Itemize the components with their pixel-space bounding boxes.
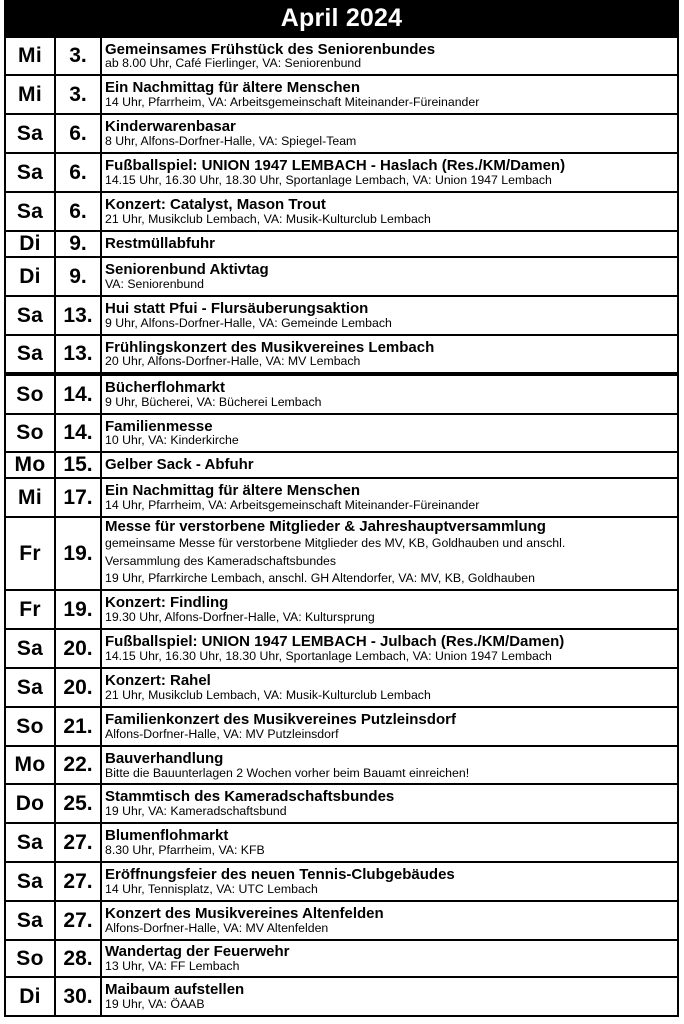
event-weekday: Sa bbox=[5, 114, 55, 153]
event-details: 14 Uhr, Tennisplatz, VA: UTC Lembach bbox=[105, 882, 318, 897]
event-row bbox=[5, 629, 678, 668]
event-details: gemeinsame Messe für verstorbene Mitglieder des MV, KB, Goldhauben und anschl. bbox=[105, 535, 566, 550]
event-weekday: Sa bbox=[5, 862, 55, 901]
event-details: 13 Uhr, VA: FF Lembach bbox=[105, 959, 240, 974]
event-description bbox=[101, 374, 678, 414]
event-date: 20. bbox=[55, 629, 101, 668]
event-description bbox=[101, 823, 678, 862]
event-date: 14. bbox=[55, 374, 101, 414]
event-weekday: Sa bbox=[5, 823, 55, 862]
event-description bbox=[101, 257, 678, 296]
event-description bbox=[101, 37, 678, 75]
event-date: 22. bbox=[55, 746, 101, 784]
event-title: Konzert des Musikvereines Altenfelden bbox=[105, 905, 384, 923]
event-details: 8.30 Uhr, Pfarrheim, VA: KFB bbox=[105, 843, 265, 858]
event-weekday: Di bbox=[5, 231, 55, 257]
event-description bbox=[101, 452, 678, 478]
event-title: Seniorenbund Aktivtag bbox=[105, 261, 269, 279]
event-weekday: Sa bbox=[5, 668, 55, 707]
event-title: Stammtisch des Kameradschaftsbundes bbox=[105, 788, 395, 806]
event-details: 21 Uhr, Musikclub Lembach, VA: Musik-Kulturclub Lembach bbox=[105, 688, 431, 703]
event-details: 19.30 Uhr, Alfons-Dorfner-Halle, VA: Kultursprung bbox=[105, 610, 375, 625]
event-date: 3. bbox=[55, 37, 101, 75]
event-date: 21. bbox=[55, 707, 101, 746]
event-description bbox=[101, 75, 678, 114]
event-date: 9. bbox=[55, 231, 101, 257]
event-table bbox=[4, 36, 679, 1017]
event-description bbox=[101, 668, 678, 707]
event-description bbox=[101, 977, 678, 1016]
event-weekday: Sa bbox=[5, 901, 55, 940]
event-weekday: So bbox=[5, 374, 55, 414]
event-row bbox=[5, 374, 678, 414]
event-row bbox=[5, 746, 678, 784]
event-details: 14 Uhr, Pfarrheim, VA: Arbeitsgemeinschaft Miteinander-Füreinander bbox=[105, 94, 480, 109]
event-details: 14 Uhr, Pfarrheim, VA: Arbeitsgemeinschaft Miteinander-Füreinander bbox=[105, 497, 480, 512]
event-description bbox=[101, 940, 678, 977]
event-description bbox=[101, 517, 678, 590]
event-title: Konzert: Findling bbox=[105, 594, 229, 612]
event-title: Messe für verstorbene Mitglieder & Jahreshauptversammlung bbox=[105, 518, 546, 535]
month-title: April 2024 bbox=[280, 3, 403, 32]
event-title: Bauverhandlung bbox=[105, 749, 224, 767]
event-details: VA: Seniorenbund bbox=[105, 276, 204, 291]
event-date: 17. bbox=[55, 478, 101, 517]
event-description bbox=[101, 590, 678, 629]
event-row bbox=[5, 668, 678, 707]
event-row bbox=[5, 452, 678, 478]
event-weekday: Di bbox=[5, 977, 55, 1016]
event-description bbox=[101, 746, 678, 784]
event-details: 20 Uhr, Alfons-Dorfner-Halle, VA: MV Lembach bbox=[105, 354, 361, 369]
event-date: 13. bbox=[55, 335, 101, 374]
event-weekday: Fr bbox=[5, 517, 55, 590]
event-date: 6. bbox=[55, 114, 101, 153]
event-description bbox=[101, 192, 678, 231]
event-description bbox=[101, 629, 678, 668]
event-row bbox=[5, 75, 678, 114]
event-details: 19 Uhr, VA: ÖAAB bbox=[105, 997, 205, 1012]
event-row bbox=[5, 257, 678, 296]
event-title: Restmüllabfuhr bbox=[105, 235, 216, 253]
event-details: ab 8.00 Uhr, Café Fierlinger, VA: Seniorenbund bbox=[105, 56, 362, 71]
event-details: Alfons-Dorfner-Halle, VA: MV Putzleinsdorf bbox=[105, 727, 339, 742]
event-details: 14.15 Uhr, 16.30 Uhr, 18.30 Uhr, Sportanlage Lembach, VA: Union 1947 Lembach bbox=[105, 649, 552, 664]
event-row bbox=[5, 231, 678, 257]
event-row bbox=[5, 153, 678, 192]
event-title: Eröffnungsfeier des neuen Tennis-Clubgebäudes bbox=[105, 866, 455, 884]
event-weekday: So bbox=[5, 940, 55, 977]
event-weekday: Mi bbox=[5, 75, 55, 114]
event-row bbox=[5, 590, 678, 629]
event-details: 19 Uhr, Pfarrkirche Lembach, anschl. GH Altendorfer, VA: MV, KB, Goldhauben bbox=[105, 571, 535, 586]
event-weekday: So bbox=[5, 414, 55, 452]
event-date: 6. bbox=[55, 153, 101, 192]
event-title: Gemeinsames Frühstück des Seniorenbundes bbox=[105, 40, 436, 58]
event-title: Familienkonzert des Musikvereines Putzleinsdorf bbox=[105, 711, 456, 729]
event-row bbox=[5, 517, 678, 590]
event-calendar bbox=[4, 0, 679, 1017]
event-row bbox=[5, 707, 678, 746]
event-row bbox=[5, 414, 678, 452]
event-row bbox=[5, 977, 678, 1016]
event-details: 14.15 Uhr, 16.30 Uhr, 18.30 Uhr, Sportanlage Lembach, VA: Union 1947 Lembach bbox=[105, 172, 552, 187]
event-details: 21 Uhr, Musikclub Lembach, VA: Musik-Kulturclub Lembach bbox=[105, 211, 431, 226]
event-date: 20. bbox=[55, 668, 101, 707]
event-row bbox=[5, 862, 678, 901]
event-weekday: Mi bbox=[5, 37, 55, 75]
event-weekday: Fr bbox=[5, 590, 55, 629]
event-title: Fußballspiel: UNION 1947 LEMBACH - Haslach (Res./KM/Damen) bbox=[105, 157, 566, 175]
event-title: Bücherflohmarkt bbox=[105, 379, 226, 397]
event-title: Konzert: Rahel bbox=[105, 672, 211, 690]
event-title: Konzert: Catalyst, Mason Trout bbox=[105, 196, 326, 214]
event-description bbox=[101, 478, 678, 517]
event-description bbox=[101, 414, 678, 452]
event-weekday: Di bbox=[5, 257, 55, 296]
event-weekday: Sa bbox=[5, 335, 55, 374]
event-row bbox=[5, 901, 678, 940]
event-date: 27. bbox=[55, 901, 101, 940]
event-weekday: Mo bbox=[5, 452, 55, 478]
event-weekday: Sa bbox=[5, 629, 55, 668]
event-date: 19. bbox=[55, 517, 101, 590]
event-details: Alfons-Dorfner-Halle, VA: MV Altenfelden bbox=[105, 921, 329, 936]
event-weekday: Sa bbox=[5, 192, 55, 231]
event-title: Maibaum aufstellen bbox=[105, 981, 245, 999]
event-weekday: So bbox=[5, 707, 55, 746]
event-description bbox=[101, 296, 678, 335]
event-row bbox=[5, 823, 678, 862]
event-date: 27. bbox=[55, 862, 101, 901]
event-description bbox=[101, 901, 678, 940]
event-title: Familienmesse bbox=[105, 417, 213, 435]
event-row bbox=[5, 478, 678, 517]
event-row bbox=[5, 335, 678, 374]
event-description bbox=[101, 335, 678, 374]
event-date: 9. bbox=[55, 257, 101, 296]
event-description bbox=[101, 707, 678, 746]
event-description bbox=[101, 862, 678, 901]
event-description bbox=[101, 114, 678, 153]
event-title: Frühlingskonzert des Musikvereines Lembach bbox=[105, 338, 435, 356]
event-title: Gelber Sack - Abfuhr bbox=[105, 456, 254, 474]
event-date: 6. bbox=[55, 192, 101, 231]
event-row bbox=[5, 784, 678, 823]
event-title: Kinderwarenbasar bbox=[105, 118, 236, 136]
event-date: 14. bbox=[55, 414, 101, 452]
event-row bbox=[5, 114, 678, 153]
event-date: 25. bbox=[55, 784, 101, 823]
event-weekday: Mi bbox=[5, 478, 55, 517]
month-header bbox=[4, 0, 679, 36]
event-details: 19 Uhr, VA: Kameradschaftsbund bbox=[105, 804, 287, 819]
event-date: 19. bbox=[55, 590, 101, 629]
event-details: Versammlung des Kameradschaftsbundes bbox=[105, 553, 337, 568]
event-title: Ein Nachmittag für ältere Menschen bbox=[105, 79, 361, 97]
event-details: 9 Uhr, Bücherei, VA: Bücherei Lembach bbox=[105, 394, 322, 409]
event-row bbox=[5, 940, 678, 977]
event-weekday: Sa bbox=[5, 296, 55, 335]
event-weekday: Do bbox=[5, 784, 55, 823]
event-details: 8 Uhr, Alfons-Dorfner-Halle, VA: Spiegel-Team bbox=[105, 133, 357, 148]
event-row bbox=[5, 296, 678, 335]
event-date: 13. bbox=[55, 296, 101, 335]
event-description bbox=[101, 153, 678, 192]
event-details: 9 Uhr, Alfons-Dorfner-Halle, VA: Gemeinde Lembach bbox=[105, 315, 392, 330]
event-row bbox=[5, 37, 678, 75]
event-date: 27. bbox=[55, 823, 101, 862]
event-date: 30. bbox=[55, 977, 101, 1016]
event-weekday: Sa bbox=[5, 153, 55, 192]
event-details: 10 Uhr, VA: Kinderkirche bbox=[105, 433, 239, 448]
event-date: 3. bbox=[55, 75, 101, 114]
event-title: Wandertag der Feuerwehr bbox=[105, 943, 290, 961]
event-table-body bbox=[5, 37, 678, 1016]
event-date: 28. bbox=[55, 940, 101, 977]
event-title: Fußballspiel: UNION 1947 LEMBACH - Julbach (Res./KM/Damen) bbox=[105, 633, 565, 651]
event-details: Bitte die Bauunterlagen 2 Wochen vorher beim Bauamt einreichen! bbox=[105, 765, 470, 780]
event-description bbox=[101, 784, 678, 823]
event-title: Hui statt Pfui - Flursäuberungsaktion bbox=[105, 300, 369, 318]
event-row bbox=[5, 192, 678, 231]
event-date: 15. bbox=[55, 452, 101, 478]
event-weekday: Mo bbox=[5, 746, 55, 784]
event-title: Blumenflohmarkt bbox=[105, 827, 229, 845]
event-description bbox=[101, 231, 678, 257]
event-title: Ein Nachmittag für ältere Menschen bbox=[105, 482, 361, 500]
